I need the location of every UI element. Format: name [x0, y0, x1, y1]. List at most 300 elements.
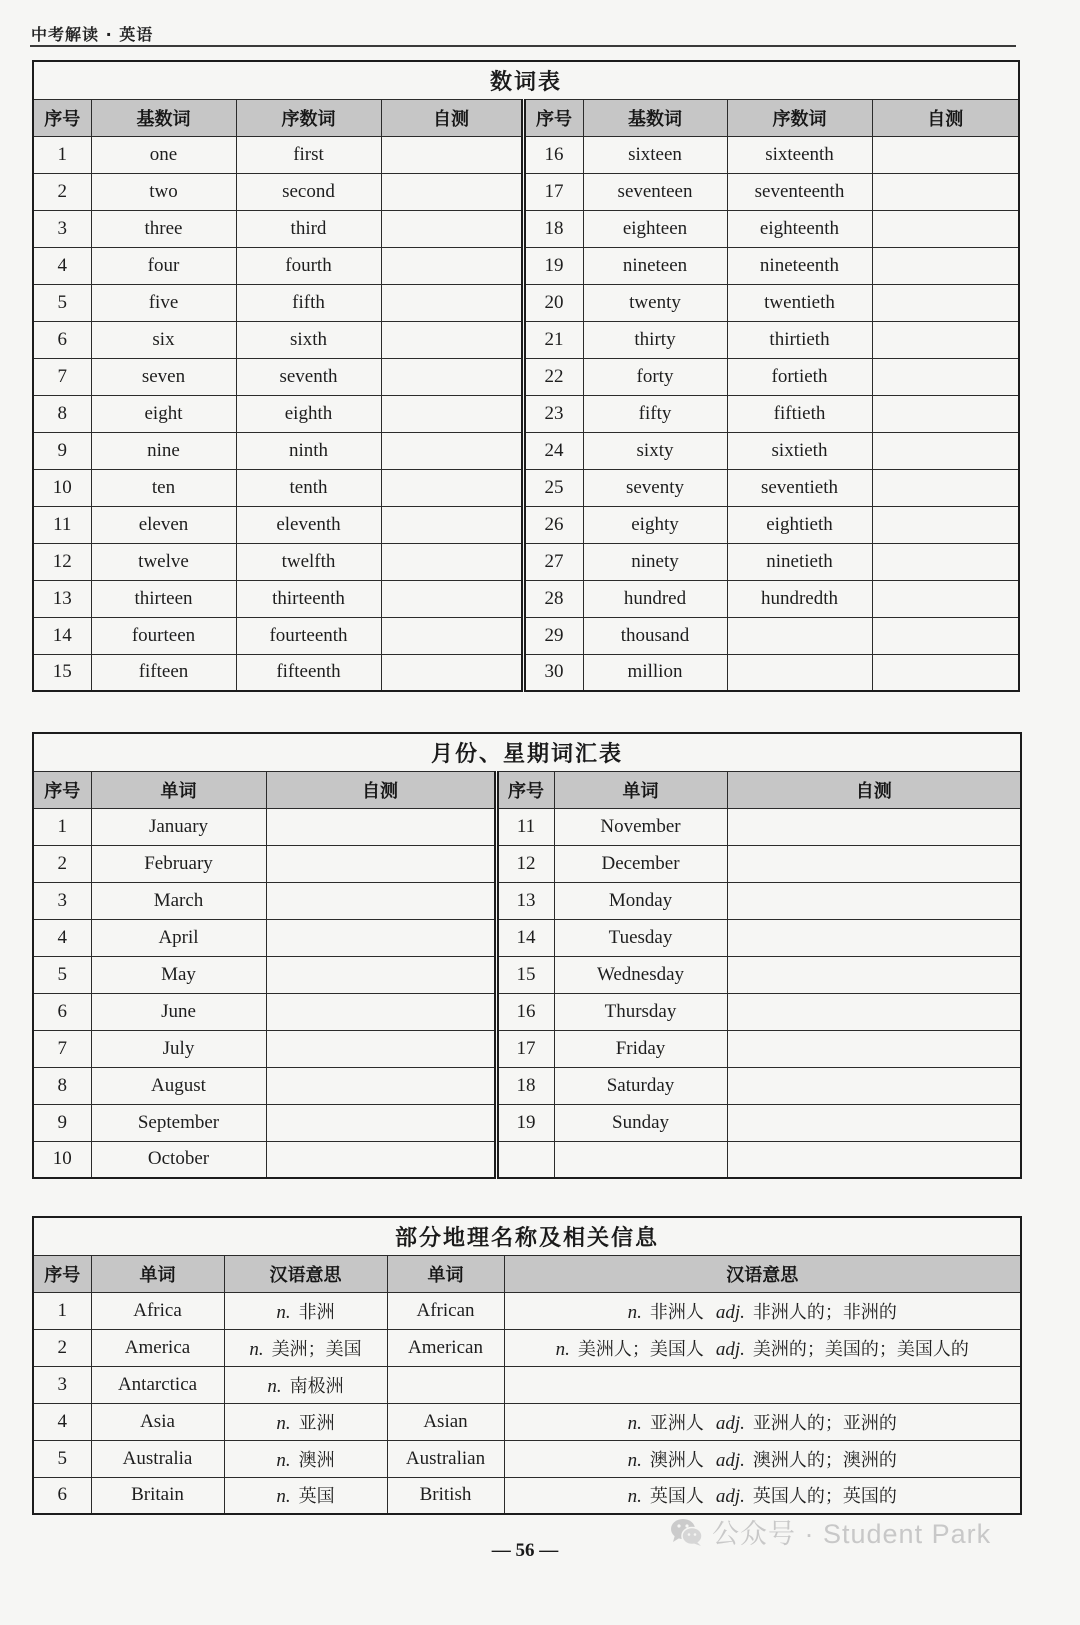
column-header: 序号	[33, 1255, 91, 1292]
self-test-cell	[727, 882, 1021, 919]
self-test-cell	[381, 210, 523, 247]
table-row	[33, 1292, 1021, 1329]
column-header: 汉语意思	[504, 1255, 1021, 1292]
row-number: 15	[33, 654, 91, 691]
table-header-row	[33, 1255, 1021, 1292]
self-test-cell	[266, 882, 496, 919]
row-number: 22	[523, 358, 583, 395]
table-row	[33, 543, 1019, 580]
table-row	[33, 432, 1019, 469]
row-number: 11	[496, 808, 554, 845]
self-test-cell	[381, 136, 523, 173]
chinese-gloss: 英国人	[649, 1486, 704, 1508]
row-number: 29	[523, 617, 583, 654]
row-number: 10	[33, 1141, 91, 1178]
row-number: 11	[33, 506, 91, 543]
ordinal-word: thirtieth	[727, 321, 872, 358]
cardinal-word: ten	[91, 469, 236, 506]
cardinal-word: four	[91, 247, 236, 284]
table-row	[33, 136, 1019, 173]
table-row	[33, 321, 1019, 358]
table-row	[33, 247, 1019, 284]
header-rule	[30, 45, 1016, 47]
row-number: 8	[33, 395, 91, 432]
table-row	[33, 580, 1019, 617]
table-row	[33, 1477, 1021, 1514]
column-header: 单词	[387, 1255, 504, 1292]
table-row	[33, 395, 1019, 432]
self-test-cell	[381, 395, 523, 432]
part-of-speech: n.	[267, 1375, 282, 1397]
calendar-word: April	[91, 919, 266, 956]
cardinal-word: seven	[91, 358, 236, 395]
ordinal-word: ninetieth	[727, 543, 872, 580]
self-test-cell	[872, 136, 1019, 173]
table-header-row	[33, 771, 1021, 808]
table-row	[33, 173, 1019, 210]
self-test-cell	[727, 1067, 1021, 1104]
cardinal-word: sixteen	[583, 136, 727, 173]
derived-word: British	[387, 1477, 504, 1514]
ordinal-word: seventeenth	[727, 173, 872, 210]
row-number: 12	[33, 543, 91, 580]
cardinal-word: thirty	[583, 321, 727, 358]
row-number: 19	[523, 247, 583, 284]
row-number: 5	[33, 1440, 91, 1477]
self-test-cell	[381, 654, 523, 691]
row-number: 5	[33, 956, 91, 993]
row-number: 4	[33, 1403, 91, 1440]
row-number: 9	[33, 1104, 91, 1141]
part-of-speech: adj.	[715, 1449, 745, 1471]
ordinal-word: tenth	[236, 469, 381, 506]
self-test-cell	[381, 358, 523, 395]
place-meaning	[224, 1477, 387, 1514]
self-test-cell	[727, 956, 1021, 993]
row-number: 17	[496, 1030, 554, 1067]
calendar-word: July	[91, 1030, 266, 1067]
place-name: Africa	[91, 1292, 224, 1329]
chinese-gloss: 亚洲人的；亚洲的	[752, 1412, 897, 1434]
row-number: 1	[33, 136, 91, 173]
table-row	[33, 808, 1021, 845]
ordinal-word: first	[236, 136, 381, 173]
calendar-word: February	[91, 845, 266, 882]
watermark-text: 公众号 · Student Park	[712, 1519, 992, 1549]
calendar-word: October	[91, 1141, 266, 1178]
derived-word: African	[387, 1292, 504, 1329]
table-row	[33, 358, 1019, 395]
table-row	[33, 993, 1021, 1030]
derived-meaning	[504, 1292, 1021, 1329]
table-row	[33, 845, 1021, 882]
self-test-cell	[872, 469, 1019, 506]
table-row	[33, 210, 1019, 247]
chinese-gloss: 美洲的；美国的；美国人的	[752, 1338, 969, 1360]
column-header: 基数词	[91, 99, 236, 136]
calendar-word: Monday	[554, 882, 727, 919]
self-test-cell	[266, 808, 496, 845]
row-number: 17	[523, 173, 583, 210]
self-test-cell	[266, 845, 496, 882]
table-title: 数词表	[33, 61, 1019, 99]
row-number: 2	[33, 173, 91, 210]
row-number: 6	[33, 993, 91, 1030]
part-of-speech: n.	[627, 1301, 642, 1323]
place-name: America	[91, 1329, 224, 1366]
row-number: 6	[33, 321, 91, 358]
ordinal-word: thirteenth	[236, 580, 381, 617]
calendar-word: March	[91, 882, 266, 919]
cardinal-word: million	[583, 654, 727, 691]
table-title-row	[33, 1217, 1021, 1255]
row-number: 19	[496, 1104, 554, 1141]
table-row	[33, 1440, 1021, 1477]
calendar-word: Tuesday	[554, 919, 727, 956]
self-test-cell	[872, 395, 1019, 432]
self-test-cell	[381, 617, 523, 654]
chinese-gloss: 澳洲人	[649, 1449, 704, 1471]
table-row	[33, 654, 1019, 691]
row-number: 14	[496, 919, 554, 956]
row-number: 26	[523, 506, 583, 543]
table-row	[33, 1329, 1021, 1366]
self-test-cell	[727, 1141, 1021, 1178]
ordinal-word: sixteenth	[727, 136, 872, 173]
place-meaning	[224, 1329, 387, 1366]
row-number: 9	[33, 432, 91, 469]
calendar-word: August	[91, 1067, 266, 1104]
self-test-cell	[727, 1030, 1021, 1067]
row-number: 15	[496, 956, 554, 993]
part-of-speech: adj.	[715, 1412, 745, 1434]
cardinal-word: eighteen	[583, 210, 727, 247]
row-number	[496, 1141, 554, 1178]
self-test-cell	[872, 543, 1019, 580]
calendar-word	[554, 1141, 727, 1178]
derived-meaning	[504, 1477, 1021, 1514]
self-test-cell	[266, 1141, 496, 1178]
table-title-row	[33, 61, 1019, 99]
chinese-gloss: 非洲	[298, 1301, 335, 1323]
calendar-table	[32, 732, 1022, 1179]
part-of-speech: adj.	[715, 1301, 745, 1323]
self-test-cell	[266, 993, 496, 1030]
row-number: 13	[33, 580, 91, 617]
calendar-word: January	[91, 808, 266, 845]
cardinal-word: forty	[583, 358, 727, 395]
place-meaning	[224, 1366, 387, 1403]
calendar-word: Sunday	[554, 1104, 727, 1141]
ordinal-word: seventh	[236, 358, 381, 395]
calendar-word: September	[91, 1104, 266, 1141]
chinese-gloss: 澳洲人的；澳洲的	[752, 1449, 897, 1471]
geography-table	[32, 1216, 1022, 1515]
cardinal-word: nineteen	[583, 247, 727, 284]
table-title: 部分地理名称及相关信息	[33, 1217, 1021, 1255]
calendar-word: Thursday	[554, 993, 727, 1030]
table-row	[33, 919, 1021, 956]
chinese-gloss: 美洲人；美国人	[577, 1338, 704, 1360]
column-header: 序数词	[727, 99, 872, 136]
ordinal-word: fifteenth	[236, 654, 381, 691]
table-title: 月份、星期词汇表	[33, 733, 1021, 771]
place-meaning	[224, 1440, 387, 1477]
table-row	[33, 1067, 1021, 1104]
cardinal-word: three	[91, 210, 236, 247]
chinese-gloss: 非洲人的；非洲的	[752, 1301, 897, 1323]
chinese-gloss: 美洲；美国	[271, 1338, 362, 1360]
table-row	[33, 284, 1019, 321]
table-header-row	[33, 99, 1019, 136]
table-row	[33, 1403, 1021, 1440]
column-header: 单词	[91, 1255, 224, 1292]
cardinal-word: hundred	[583, 580, 727, 617]
part-of-speech: n.	[276, 1412, 291, 1434]
ordinal-word: third	[236, 210, 381, 247]
chinese-gloss: 澳洲	[298, 1449, 335, 1471]
row-number: 3	[33, 210, 91, 247]
row-number: 3	[33, 882, 91, 919]
column-header: 基数词	[583, 99, 727, 136]
derived-word	[387, 1366, 504, 1403]
table-row	[33, 1366, 1021, 1403]
ordinal-word: sixtieth	[727, 432, 872, 469]
derived-meaning	[504, 1403, 1021, 1440]
table-title-row	[33, 733, 1021, 771]
chinese-gloss: 非洲人	[649, 1301, 704, 1323]
page-number: — 56 —	[491, 1540, 559, 1561]
table-row	[33, 1141, 1021, 1178]
row-number: 7	[33, 358, 91, 395]
part-of-speech: n.	[276, 1486, 291, 1508]
cardinal-word: two	[91, 173, 236, 210]
table-row	[33, 1104, 1021, 1141]
self-test-cell	[872, 506, 1019, 543]
row-number: 3	[33, 1366, 91, 1403]
ordinal-word: fourteenth	[236, 617, 381, 654]
self-test-cell	[872, 580, 1019, 617]
ordinal-word: second	[236, 173, 381, 210]
ordinal-word	[727, 617, 872, 654]
row-number: 25	[523, 469, 583, 506]
ordinal-word: eleventh	[236, 506, 381, 543]
part-of-speech: n.	[249, 1338, 264, 1360]
ordinal-word: fourth	[236, 247, 381, 284]
part-of-speech: n.	[276, 1449, 291, 1471]
calendar-word: May	[91, 956, 266, 993]
ordinal-word: twelfth	[236, 543, 381, 580]
cardinal-word: sixty	[583, 432, 727, 469]
column-header: 单词	[554, 771, 727, 808]
self-test-cell	[381, 284, 523, 321]
cardinal-word: six	[91, 321, 236, 358]
self-test-cell	[872, 321, 1019, 358]
row-number: 20	[523, 284, 583, 321]
place-name: Australia	[91, 1440, 224, 1477]
cardinal-word: fifteen	[91, 654, 236, 691]
part-of-speech: n.	[627, 1412, 642, 1434]
self-test-cell	[727, 845, 1021, 882]
place-meaning	[224, 1292, 387, 1329]
table-row	[33, 882, 1021, 919]
part-of-speech: adj.	[715, 1338, 745, 1360]
row-number: 28	[523, 580, 583, 617]
self-test-cell	[381, 469, 523, 506]
calendar-word: June	[91, 993, 266, 1030]
cardinal-word: one	[91, 136, 236, 173]
chinese-gloss: 英国	[298, 1486, 335, 1508]
row-number: 18	[523, 210, 583, 247]
column-header: 单词	[91, 771, 266, 808]
ordinal-word: twentieth	[727, 284, 872, 321]
self-test-cell	[872, 247, 1019, 284]
row-number: 7	[33, 1030, 91, 1067]
self-test-cell	[872, 173, 1019, 210]
cardinal-word: eight	[91, 395, 236, 432]
self-test-cell	[381, 432, 523, 469]
cardinal-word: fifty	[583, 395, 727, 432]
ordinal-word: fifth	[236, 284, 381, 321]
chinese-gloss: 英国人的；英国的	[752, 1486, 897, 1508]
self-test-cell	[727, 808, 1021, 845]
column-header: 自测	[266, 771, 496, 808]
column-header: 序号	[496, 771, 554, 808]
row-number: 2	[33, 845, 91, 882]
table-row	[33, 469, 1019, 506]
ordinal-word: nineteenth	[727, 247, 872, 284]
column-header: 序号	[33, 771, 91, 808]
self-test-cell	[266, 1104, 496, 1141]
derived-word: Australian	[387, 1440, 504, 1477]
place-meaning	[224, 1403, 387, 1440]
self-test-cell	[872, 210, 1019, 247]
row-number: 6	[33, 1477, 91, 1514]
cardinal-word: nine	[91, 432, 236, 469]
table-row	[33, 506, 1019, 543]
cardinal-word: twenty	[583, 284, 727, 321]
table-body	[33, 1292, 1021, 1514]
self-test-cell	[266, 956, 496, 993]
self-test-cell	[872, 358, 1019, 395]
place-name: Britain	[91, 1477, 224, 1514]
derived-meaning	[504, 1366, 1021, 1403]
row-number: 10	[33, 469, 91, 506]
table-body	[33, 808, 1021, 1178]
cardinal-word: seventy	[583, 469, 727, 506]
row-number: 23	[523, 395, 583, 432]
column-header: 自测	[727, 771, 1021, 808]
derived-word: American	[387, 1329, 504, 1366]
numerals-table	[32, 60, 1020, 692]
row-number: 8	[33, 1067, 91, 1104]
derived-meaning	[504, 1329, 1021, 1366]
self-test-cell	[381, 173, 523, 210]
ordinal-word: eightieth	[727, 506, 872, 543]
row-number: 1	[33, 808, 91, 845]
self-test-cell	[381, 580, 523, 617]
chinese-gloss: 南极洲	[289, 1375, 344, 1397]
row-number: 12	[496, 845, 554, 882]
ordinal-word: fortieth	[727, 358, 872, 395]
column-header: 自测	[381, 99, 523, 136]
self-test-cell	[381, 321, 523, 358]
ordinal-word: eighth	[236, 395, 381, 432]
self-test-cell	[872, 654, 1019, 691]
cardinal-word: fourteen	[91, 617, 236, 654]
row-number: 4	[33, 247, 91, 284]
cardinal-word: eighty	[583, 506, 727, 543]
self-test-cell	[872, 432, 1019, 469]
self-test-cell	[381, 506, 523, 543]
row-number: 16	[523, 136, 583, 173]
cardinal-word: five	[91, 284, 236, 321]
chinese-gloss: 亚洲人	[649, 1412, 704, 1434]
self-test-cell	[872, 617, 1019, 654]
row-number: 14	[33, 617, 91, 654]
part-of-speech: n.	[627, 1449, 642, 1471]
part-of-speech: n.	[555, 1338, 570, 1360]
row-number: 2	[33, 1329, 91, 1366]
calendar-word: Saturday	[554, 1067, 727, 1104]
part-of-speech: n.	[627, 1486, 642, 1508]
self-test-cell	[381, 543, 523, 580]
self-test-cell	[266, 1030, 496, 1067]
cardinal-word: thirteen	[91, 580, 236, 617]
calendar-word: Friday	[554, 1030, 727, 1067]
derived-word: Asian	[387, 1403, 504, 1440]
column-header: 序号	[33, 99, 91, 136]
row-number: 4	[33, 919, 91, 956]
place-name: Asia	[91, 1403, 224, 1440]
row-number: 30	[523, 654, 583, 691]
self-test-cell	[727, 919, 1021, 956]
cardinal-word: eleven	[91, 506, 236, 543]
row-number: 24	[523, 432, 583, 469]
ordinal-word: seventieth	[727, 469, 872, 506]
ordinal-word: ninth	[236, 432, 381, 469]
table-body	[33, 136, 1019, 691]
row-number: 13	[496, 882, 554, 919]
ordinal-word: fiftieth	[727, 395, 872, 432]
table-row	[33, 956, 1021, 993]
row-number: 18	[496, 1067, 554, 1104]
self-test-cell	[266, 919, 496, 956]
self-test-cell	[266, 1067, 496, 1104]
ordinal-word: sixth	[236, 321, 381, 358]
cardinal-word: ninety	[583, 543, 727, 580]
calendar-word: December	[554, 845, 727, 882]
derived-meaning	[504, 1440, 1021, 1477]
part-of-speech: adj.	[715, 1486, 745, 1508]
column-header: 汉语意思	[224, 1255, 387, 1292]
cardinal-word: seventeen	[583, 173, 727, 210]
column-header: 序数词	[236, 99, 381, 136]
self-test-cell	[381, 247, 523, 284]
column-header: 序号	[523, 99, 583, 136]
row-number: 27	[523, 543, 583, 580]
chinese-gloss: 亚洲	[298, 1412, 335, 1434]
running-title: 中考解读 · 英语	[31, 25, 154, 44]
place-name: Antarctica	[91, 1366, 224, 1403]
part-of-speech: n.	[276, 1301, 291, 1323]
cardinal-word: thousand	[583, 617, 727, 654]
ordinal-word: hundredth	[727, 580, 872, 617]
row-number: 1	[33, 1292, 91, 1329]
row-number: 21	[523, 321, 583, 358]
row-number: 5	[33, 284, 91, 321]
self-test-cell	[727, 1104, 1021, 1141]
